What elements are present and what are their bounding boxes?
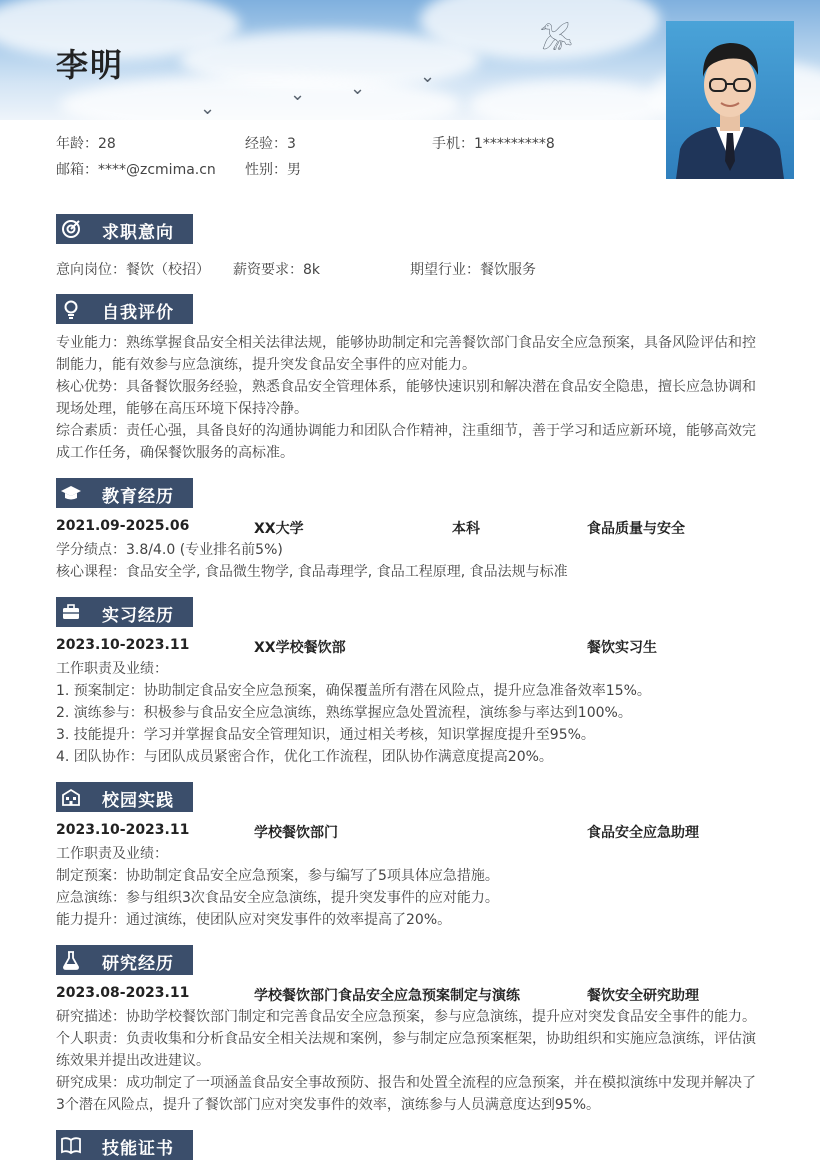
section-title: 教育经历 <box>102 487 174 507</box>
avatar <box>666 21 794 179</box>
bird-icon: ⌄ <box>350 78 366 99</box>
briefcase-icon <box>60 601 82 623</box>
self-eval-line: 核心优势：具备餐饮服务经验，熟悉食品安全管理体系，能够快速识别和解决潜在食品安全隐患，擅长应急协调和 <box>56 379 756 395</box>
age-text: 年龄：28 <box>56 136 116 152</box>
email-text: 邮箱：****@zcmima.cn <box>56 162 216 178</box>
research-line: 研究描述：协助学校餐饮部门制定和完善食品安全应急预案，参与应急演练，提升应对突发食品安全事件的能力。 <box>56 1009 756 1025</box>
research-period: 2023.08-2023.11 <box>56 985 190 1001</box>
section-title: 实习经历 <box>102 606 174 626</box>
self-eval-line: 制能力，能有效参与应急演练，提升突发食品安全事件的应对能力。 <box>56 357 476 373</box>
bird-icon: ⌄ <box>420 66 436 87</box>
campus-line: 制定预案：协助制定食品安全应急预案，参与编写了5项具体应急措施。 <box>56 868 499 884</box>
phone-text: 手机：1*********8 <box>432 136 555 152</box>
bird-icon: 𓅮 <box>540 26 573 56</box>
bird-icon: ⌄ <box>290 84 306 105</box>
section-header-intent <box>56 214 193 244</box>
candidate-name: 李明 <box>56 46 125 84</box>
self-eval-line: 综合素质：责任心强，具备良好的沟通协调能力和团队合作精神，注重细节，善于学习和适应新环境，能够高效完 <box>56 423 756 439</box>
research-line: 研究成果：成功制定了一项涵盖食品安全事故预防、报告和处置全流程的应急预案，并在模拟演练中发现并解决了 <box>56 1075 756 1091</box>
section-title: 研究经历 <box>102 954 174 974</box>
education-line: 核心课程：食品安全学, 食品微生物学, 食品毒理学, 食品工程原理, 食品法规与标准 <box>56 564 568 580</box>
section-header-campus <box>56 782 193 812</box>
gender-text: 性别：男 <box>245 162 301 178</box>
research-line: 练效果并提出改进建议。 <box>56 1053 210 1069</box>
section-header-research <box>56 945 193 975</box>
research-line: 个人职责：负责收集和分析食品安全相关法规和案例，参与制定应急预案框架，协助组织和实施应急演练，评估演 <box>56 1031 756 1047</box>
campus-line: 工作职责及业绩： <box>56 846 168 862</box>
self-eval-line: 专业能力：熟练掌握食品安全相关法律法规，能够协助制定和完善餐饮部门食品安全应急预案，具备风险评估和控 <box>56 335 756 351</box>
education-line: 学分绩点：3.8/4.0 (专业排名前5%) <box>56 542 283 558</box>
education-period: 2021.09-2025.06 <box>56 518 190 534</box>
self-eval-line: 现场处理，能够在高压环境下保持冷静。 <box>56 401 308 417</box>
book-icon <box>60 1134 82 1156</box>
research-project: 学校餐饮部门食品安全应急预案制定与演练 <box>254 988 520 1004</box>
section-title: 校园实践 <box>102 791 174 811</box>
section-header-internship <box>56 597 193 627</box>
internship-line: 1. 预案制定：协助制定食品安全应急预案，确保覆盖所有潜在风险点，提升应急准备效率15%。 <box>56 683 651 699</box>
education-degree: 本科 <box>452 521 480 537</box>
self-eval-line: 成工作任务，确保餐饮服务的高标准。 <box>56 445 294 461</box>
intent-industry: 期望行业：餐饮服务 <box>410 262 536 278</box>
campus-org: 学校餐饮部门 <box>254 825 338 841</box>
campus-line: 应急演练：参与组织3次食品安全应急演练，提升突发事件的应对能力。 <box>56 890 499 906</box>
bird-icon: ⌄ <box>200 98 216 119</box>
campus-role: 食品安全应急助理 <box>587 825 699 841</box>
campus-period: 2023.10-2023.11 <box>56 822 190 838</box>
internship-org: XX学校餐饮部 <box>254 640 346 656</box>
education-major: 食品质量与安全 <box>587 521 685 537</box>
section-header-self-eval <box>56 294 193 324</box>
experience-text: 经验：3 <box>245 136 296 152</box>
flask-icon <box>60 949 82 971</box>
internship-line: 工作职责及业绩： <box>56 661 168 677</box>
internship-role: 餐饮实习生 <box>587 640 657 656</box>
graduation-cap-icon <box>60 482 82 504</box>
intent-position: 意向岗位：餐饮（校招） <box>56 262 210 278</box>
section-header-skills <box>56 1130 193 1160</box>
internship-line: 2. 演练参与：积极参与食品安全应急演练，熟练掌握应急处置流程，演练参与率达到100%。 <box>56 705 632 721</box>
campus-line: 能力提升：通过演练，使团队应对突发事件的效率提高了20%。 <box>56 912 452 928</box>
internship-line: 3. 技能提升：学习并掌握食品安全管理知识，通过相关考核，知识掌握度提升至95%。 <box>56 727 595 743</box>
building-icon <box>60 786 82 808</box>
target-icon <box>60 218 82 240</box>
section-title: 求职意向 <box>102 223 174 243</box>
section-title: 自我评价 <box>102 303 174 323</box>
section-title: 技能证书 <box>102 1139 174 1159</box>
lightbulb-icon <box>60 298 82 320</box>
intent-salary: 薪资要求：8k <box>233 262 321 278</box>
research-line: 3个潜在风险点，提升了餐饮部门应对突发事件的效率，演练参与人员满意度达到95%。 <box>56 1097 601 1113</box>
education-school: XX大学 <box>254 521 304 537</box>
internship-period: 2023.10-2023.11 <box>56 637 190 653</box>
research-role: 餐饮安全研究助理 <box>587 988 699 1004</box>
internship-line: 4. 团队协作：与团队成员紧密合作，优化工作流程，团队协作满意度提高20%。 <box>56 749 553 765</box>
section-header-education <box>56 478 193 508</box>
